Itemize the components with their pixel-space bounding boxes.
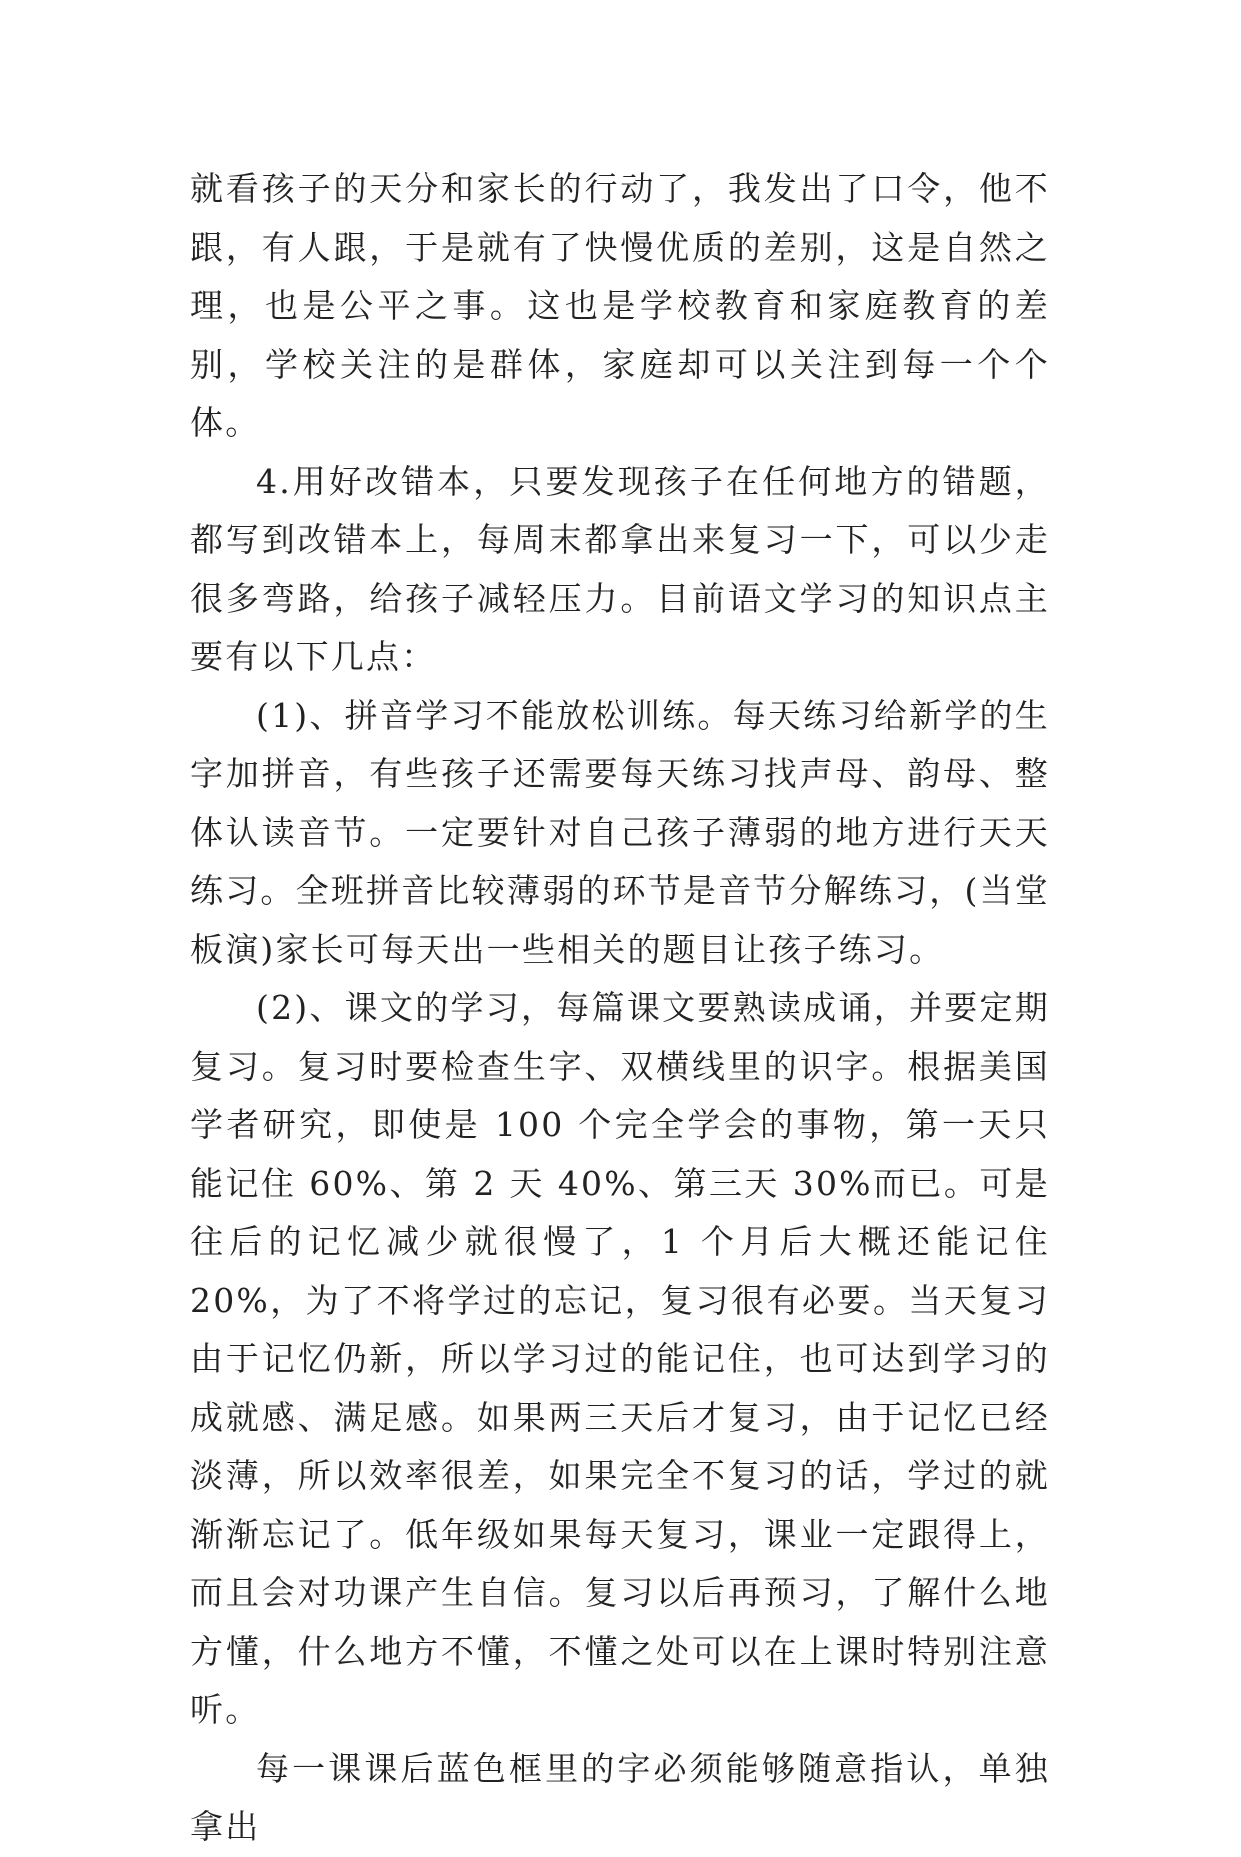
document-page xyxy=(190,160,1050,1857)
paragraph-error-notebook: 4.用好改错本，只要发现孩子在任何地方的错题，都写到改错本上，每周末都拿出来复习一下，可以少走很多弯路，给孩子减轻压力。目前语文学习的知识点主要有以下几点： xyxy=(190,461,1050,676)
paragraph-blue-box-characters: 每一课课后蓝色框里的字必须能够随意指认，单独拿出 xyxy=(190,1748,1050,1846)
paragraph-pinyin-practice: (1)、拼音学习不能放松训练。每天练习给新学的生字加拼音，有些孩子还需要每天练习找声母、韵母、整体认读音节。一定要针对自己孩子薄弱的地方进行天天练习。全班拼音比较薄弱的环节是音节分解练习，(当堂板演)家长可每天出一些相关的题目让孩子练习。 xyxy=(190,695,1050,969)
paragraph-text-review: (2)、课文的学习，每篇课文要熟读成诵，并要定期复习。复习时要检查生字、双横线里的识字。根据美国学者研究，即使是 100 个完全学会的事物，第一天只能记住 60%、第 2 天 40%、第三天 30%而已。可是往后的记忆减少就很慢了，1 个月后大概还能记住 20%，为了不将学过的忘记，复习很有必要。当天复习由于记忆仍新，所以学习过的能记住，也可达到学习的成就感、满足感。如果两三天后才复习，由于记忆已经淡薄，所以效率很差，如果完全不复习的话，学过的就渐渐忘记了。低年级如果每天复习，课业一定跟得上，而且会对功课产生自信。复习以后再预习，了解什么地方懂，什么地方不懂，不懂之处可以在上课时特别注意听。 xyxy=(190,988,1050,1729)
paragraph-continuation: 就看孩子的天分和家长的行动了，我发出了口令，他不跟，有人跟，于是就有了快慢优质的差别，这是自然之理，也是公平之事。这也是学校教育和家庭教育的差别，学校关注的是群体，家庭却可以关注到每一个个体。 xyxy=(190,169,1050,442)
